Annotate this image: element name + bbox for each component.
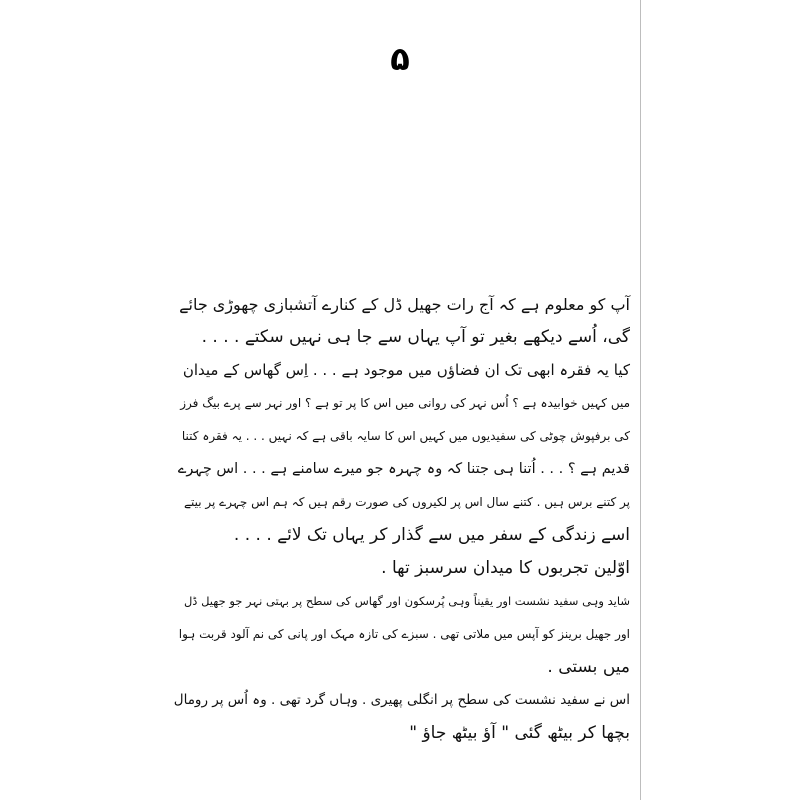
- text-line-13: اس نے سفید نشست کی سطح پر انگلی پھیری . وہاں گرد تھی . وہ اُس پر رومال: [173, 692, 630, 708]
- page-edge-divider: [640, 0, 641, 800]
- text-line-12: میں بستی .: [547, 657, 630, 677]
- page-number: ۵: [390, 40, 410, 78]
- text-line-7: پر کتنے برس ہیں . کتنے سال اس پر لکیروں کی صورت رقم ہیں کہ ہم اس چہرے پر بیتے: [183, 495, 630, 509]
- text-line-6: قدیم ہے ؟ . . . اُتنا ہی جتنا کہ وہ چہرہ جو میرے سامنے ہے . . . اس چہرے: [177, 461, 630, 477]
- text-line-2: گی، اُسے دیکھے بغیر تو آپ یہاں سے جا ہی نہیں سکتے . . . .: [201, 327, 630, 347]
- text-line-9: اوّلین تجربوں کا میدان سرسبز تھا .: [381, 558, 630, 578]
- text-line-10: شاید وہی سفید نشست اور یقیناً وہی پُرسکون اور گھاس کی سطح پر بہتی نہر جو جھیل ڈل: [183, 594, 630, 608]
- text-line-4: میں کہیں خوابیدہ ہے ؟ اُس نہر کی روانی میں اس کا پر تو ہے ؟ اور نہر سے پرے بیگ فرز: [180, 396, 630, 410]
- text-line-8: اسے زندگی کے سفر میں سے گذار کر یہاں تک لائے . . . .: [233, 525, 630, 545]
- text-line-11: اور جھیل برینز کو آپس میں ملاتی تھی . سبزے کی تازہ مہک اور پانی کی نم آلود قربت ہوا: [178, 627, 630, 641]
- text-line-14: بچھا کر بیٹھ گئی " آؤ بیٹھ جاؤ ": [409, 723, 630, 743]
- text-line-3: کیا یہ فقرہ ابھی تک ان فضاؤں میں موجود ہے . . . اِس گھاس کے میدان: [182, 361, 630, 379]
- text-line-1: آپ کو معلوم ہے کہ آج رات جھیل ڈل کے کنارے آتشبازی چھوڑی جائے: [179, 295, 630, 314]
- text-line-5: کی برفپوش چوٹی کی سفیدیوں میں کہیں اس کا سایہ باقی ہے کہ نہیں . . . یہ فقرہ کتنا: [181, 429, 630, 443]
- body-text: [170, 288, 630, 750]
